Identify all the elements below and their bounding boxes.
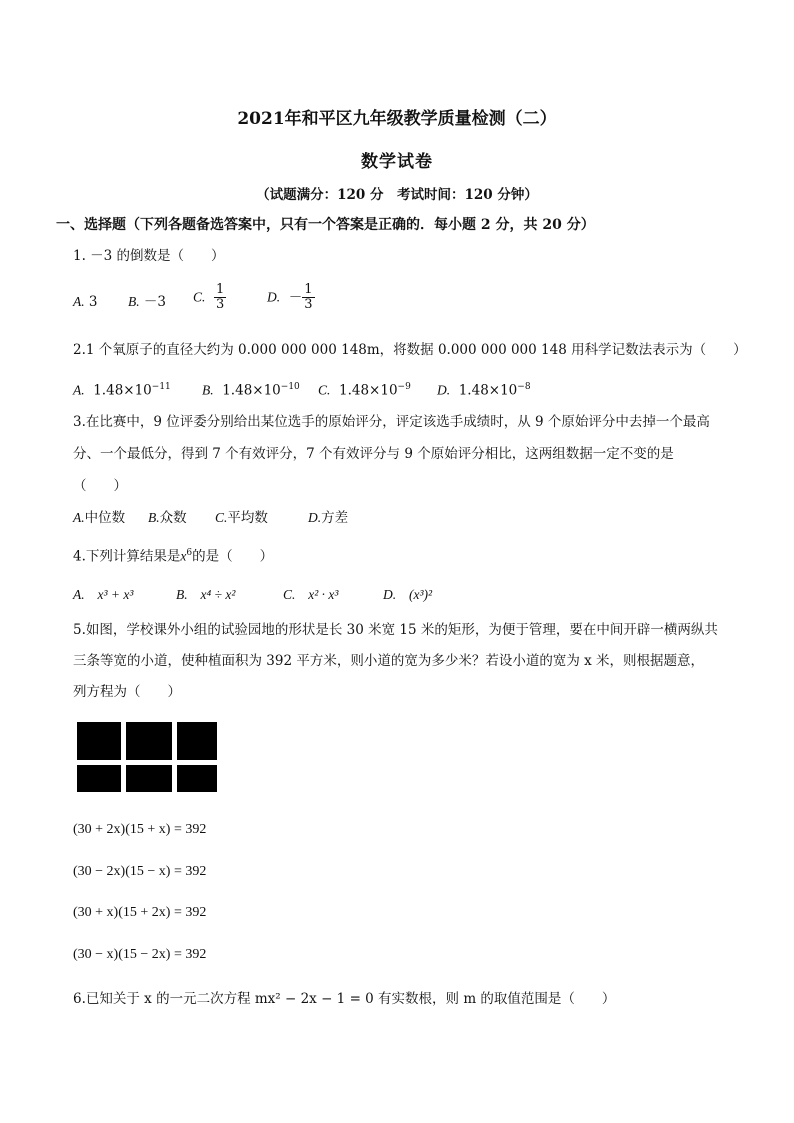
exam-title: 2021年和平区九年级教学质量检测（二） bbox=[237, 109, 557, 129]
vertical-path-left bbox=[121, 722, 126, 792]
question-2-stem: 2.1 个氧原子的直径大约为 0.000 000 000 148m，将数据 0.000 000 000 148 用科学记数法表示为（ ） bbox=[73, 342, 747, 358]
question-3-option-b: B.众数 bbox=[148, 510, 187, 526]
vertical-path-right bbox=[172, 722, 177, 792]
question-3-option-c: C.平均数 bbox=[215, 510, 268, 526]
question-1-option-d: D. － $\frac{1}{3}$ bbox=[267, 282, 313, 312]
question-5-line-3: 列方程为（ ） bbox=[73, 684, 181, 700]
question-5-line-2: 三条等宽的小道，使种植面积为 392 平方米，则小道的宽为多少米？若设小道的宽为 x 米，则根据题意， bbox=[73, 653, 705, 669]
question-6-stem: 6.已知关于 x 的一元二次方程 mx² − 2x − 1 = 0 有实数根，则 m 的取值范围是（ ） bbox=[73, 991, 616, 1007]
question-4-option-d: D. (x³)² bbox=[383, 587, 433, 602]
question-3-option-d: D.方差 bbox=[308, 510, 349, 526]
question-4-option-b: B. x⁴ ÷ x² bbox=[176, 587, 236, 602]
garden-plot-figure bbox=[77, 722, 217, 792]
question-1-option-a: A. 3 bbox=[73, 294, 98, 310]
question-3-line-2: 分、一个最低分，得到 7 个有效评分，7 个有效评分与 9 个原始评分相比，这两组数据一定不变的是 bbox=[73, 446, 674, 462]
horizontal-path bbox=[77, 760, 217, 765]
question-3-line-3: （ ） bbox=[73, 478, 127, 494]
question-2-option-d: D. $1.48\times 10^{-8}$ bbox=[437, 382, 531, 399]
section-heading: 一、选择题（下列各题备选答案中，只有一个答案是正确的．每小题 2 分，共 20 分） bbox=[56, 217, 595, 233]
question-5-line-1: 5.如图，学校课外小组的试验园地的形状是长 30 米宽 15 米的矩形，为便于管理，要在中间开辟一横两纵共 bbox=[73, 622, 718, 638]
exam-info: （试题满分：120 分 考试时间：120 分钟） bbox=[256, 187, 538, 203]
question-4-option-c: C. x² · x³ bbox=[283, 587, 339, 602]
question-4-option-a: A. x³ + x³ bbox=[73, 587, 134, 602]
question-3-option-a: A.中位数 bbox=[73, 510, 126, 526]
question-5-option-c: (30 + x)(15 + 2x) = 392 bbox=[73, 905, 207, 920]
question-4-stem: 4.下列计算结果是$x^6$的是（ ） bbox=[73, 548, 274, 565]
question-2-option-b: B. $1.48\times 10^{-10}$ bbox=[202, 382, 300, 399]
question-5-option-d: (30 − x)(15 − 2x) = 392 bbox=[73, 947, 207, 962]
question-2-option-c: C. $1.48\times 10^{-9}$ bbox=[318, 382, 411, 399]
question-1-option-b: B. －3 bbox=[128, 294, 167, 310]
question-1-option-c: C. $\frac{1}{3}$ bbox=[193, 282, 225, 312]
exam-subtitle: 数学试卷 bbox=[361, 152, 433, 172]
question-3-line-1: 3.在比赛中，9 位评委分别给出某位选手的原始评分，评定该选手成绩时，从 9 个原始评分中去掉一个最高 bbox=[73, 414, 710, 430]
question-1-stem: 1. －3 的倒数是（ ） bbox=[73, 248, 225, 264]
question-2-option-a: A. $1.48\times 10^{-11}$ bbox=[73, 382, 171, 399]
question-5-option-a: (30 + 2x)(15 + x) = 392 bbox=[73, 822, 207, 837]
question-5-option-b: (30 − 2x)(15 − x) = 392 bbox=[73, 864, 207, 879]
